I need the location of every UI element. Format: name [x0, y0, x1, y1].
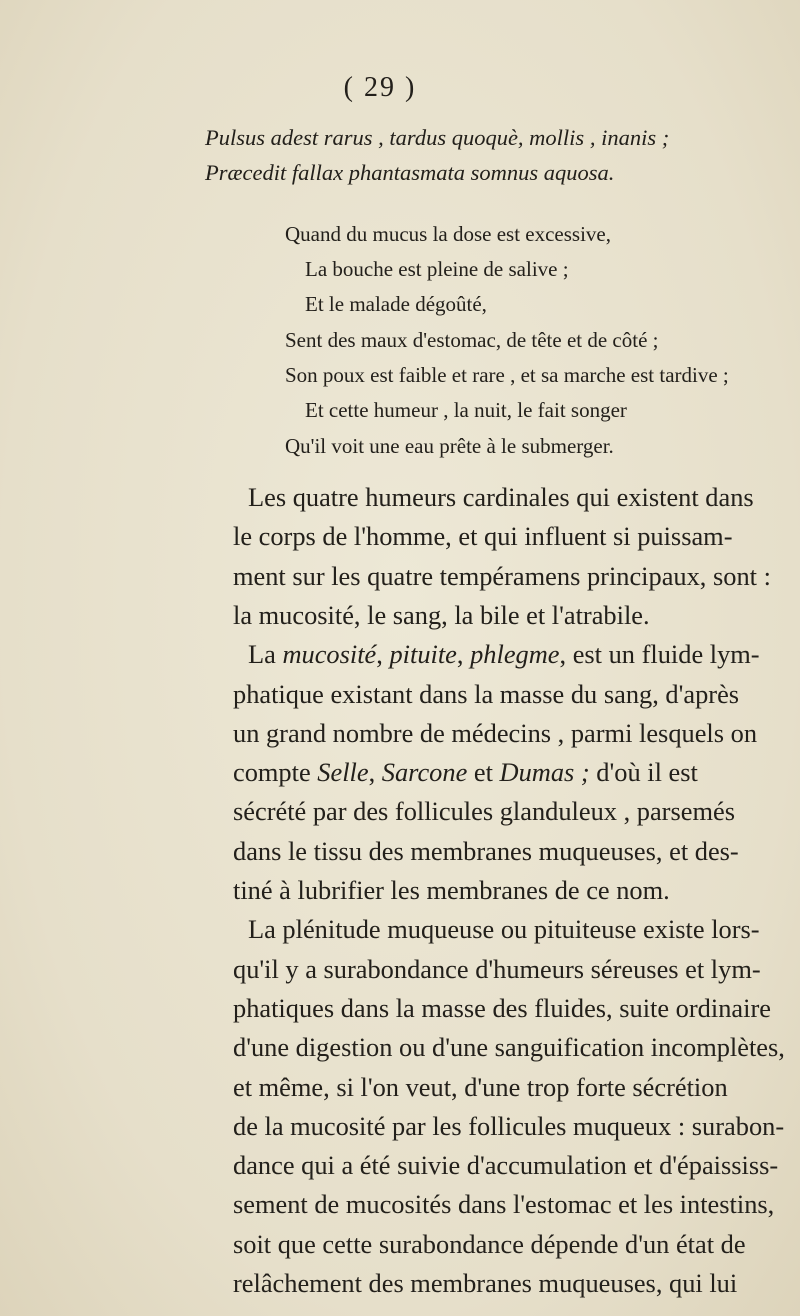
french-verse-line-2: La bouche est pleine de salive ; — [305, 257, 569, 281]
prose-line-9: sécrété par des follicules glanduleux , parsemés — [233, 796, 735, 827]
prose-line-7: un grand nombre de médecins , parmi lesquels on — [233, 717, 758, 748]
french-verse-line-1: Quand du mucus la dose est excessive, — [285, 222, 612, 246]
prose-line-17: de la mucosité par les follicules muqueux : surabon- — [233, 1110, 785, 1141]
prose-text: , — [368, 757, 382, 788]
latin-verse-line-2: Præcedit fallax phantasmata somnus aquosa. — [205, 160, 615, 185]
prose-line-3: ment sur les quatre tempéramens principaux, sont : — [233, 560, 771, 591]
prose-line-1: Les quatre humeurs cardinales qui existent dans — [248, 482, 754, 512]
prose-line-18: dance qui a été suivie d'accumulation et d'épaississ- — [233, 1150, 779, 1181]
prose-text: d'où il est — [589, 757, 698, 788]
italic-name: Dumas ; — [499, 757, 590, 788]
prose-text: La — [248, 639, 283, 670]
latin-verse-line-1: Pulsus adest rarus , tardus quoquè, mollis , inanis ; — [205, 125, 670, 150]
prose-text: compte — [233, 757, 318, 788]
prose-line-10: dans le tissu des membranes muqueuses, et des- — [233, 835, 739, 866]
prose-text: et — [467, 757, 500, 788]
prose-line-8 — [233, 757, 773, 788]
french-verse-line-7: Qu'il voit une eau prête à le submerger. — [285, 434, 614, 458]
prose-line-4: la mucosité, le sang, la bile et l'atrabile. — [233, 599, 650, 630]
italic-term: mucosité — [282, 639, 377, 670]
italic-term: pituite — [389, 639, 457, 670]
prose-line-21: relâchement des membranes muqueuses, qui lui — [233, 1268, 738, 1298]
french-verse-line-6: Et cette humeur , la nuit, le fait songer — [305, 398, 627, 422]
italic-name: Selle — [317, 757, 369, 788]
prose-line-2: le corps de l'homme, et qui influent si puissam- — [233, 521, 733, 552]
page-number: ( 29 ) — [343, 72, 417, 103]
prose-line-12: La plénitude muqueuse ou pituiteuse existe lors- — [248, 914, 760, 945]
french-verse-line-4: Sent des maux d'estomac, de tête et de côté ; — [285, 328, 659, 352]
italic-term: phlegme — [470, 639, 560, 670]
prose-text: , est un fluide lym- — [559, 639, 760, 670]
prose-line-16: et même, si l'on veut, d'une trop forte sécrétion — [233, 1071, 728, 1102]
french-verse-line-3: Et le malade dégoûté, — [305, 292, 487, 316]
french-verse-line-5: Son poux est faible et rare , et sa marche est tardive ; — [285, 363, 729, 387]
prose-line-6: phatique existant dans la masse du sang, d'après — [233, 678, 740, 709]
prose-line-20: soit que cette surabondance dépende d'un état de — [233, 1228, 746, 1259]
prose-line-5 — [248, 639, 788, 670]
prose-text: , — [456, 639, 471, 670]
prose-text: , — [376, 639, 390, 670]
prose-line-13: qu'il y a surabondance d'humeurs séreuses et lym- — [233, 953, 761, 984]
italic-name: Sarcone — [381, 757, 468, 788]
prose-line-15: d'une digestion ou d'une sanguification incomplètes, — [233, 1032, 785, 1063]
prose-line-14: phatiques dans la masse des fluides, suite ordinaire — [233, 992, 771, 1023]
prose-line-19: sement de mucosités dans l'estomac et les intestins, — [233, 1189, 775, 1220]
prose-line-11: tiné à lubrifier les membranes de ce nom. — [233, 875, 670, 905]
